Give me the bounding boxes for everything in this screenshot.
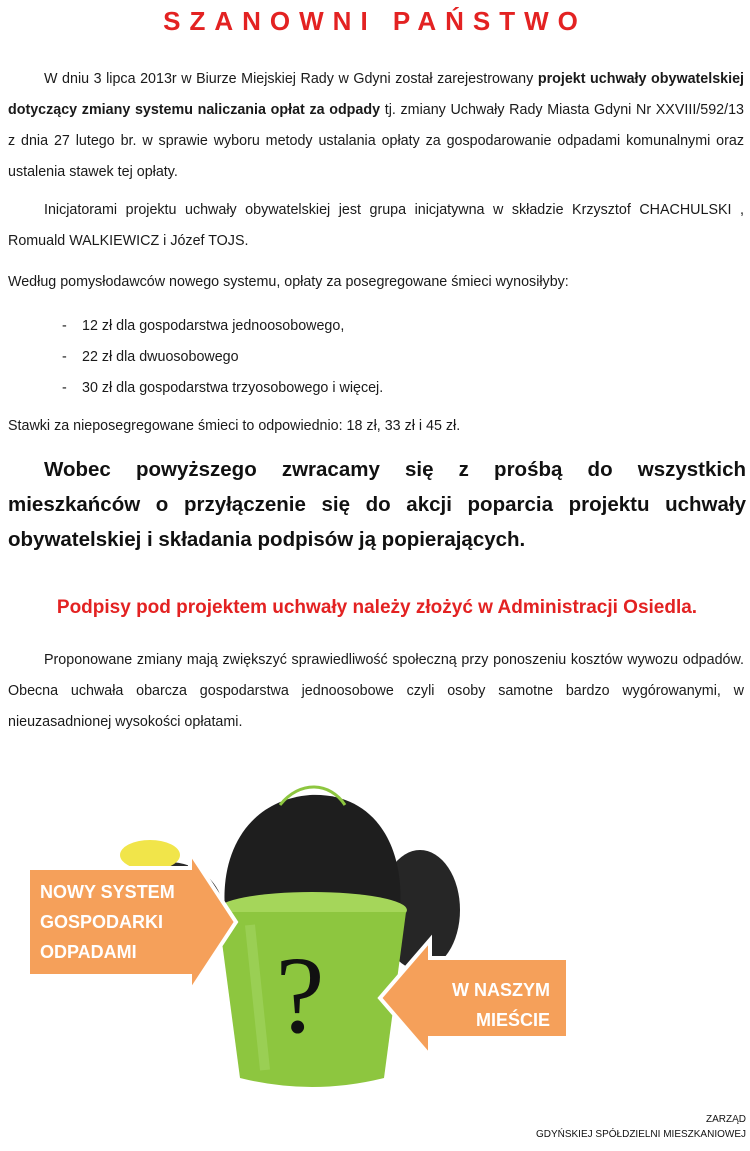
question-mark: ? [275, 934, 325, 1056]
footer-line-2: GDYŃSKIEJ SPÓŁDZIELNI MIESZKANIOWEJ [535, 1129, 746, 1140]
intro-paragraph [8, 64, 744, 188]
appeal-paragraph: Wobec powyższego zwracamy się z prośbą do wszystkich mieszkańców o przyłączenie się do akcji poparcia projektu uchwały obywatelskiej i składania podpisów ją popierających. [8, 458, 746, 551]
left-arrow-line-3: ODPADAMI [40, 942, 137, 962]
footer-signature [536, 1112, 746, 1142]
closing-paragraph: Proponowane zmiany mają zwiększyć sprawiedliwość społeczną przy ponoszeniu kosztów wywozu odpadów. Obecna uchwała obarcza gospodarstwa jednoosobowe czyli osoby samotne bardzo wygórowanymi, w nieuzasadnionej wysokości opłatami. [8, 652, 744, 730]
left-arrow-line-1: NOWY SYSTEM [40, 882, 175, 902]
initiators-paragraph: Inicjatorami projektu uchwały obywatelskiej jest grupa inicjatywna w składzie Krzysztof CHACHULSKI , Romuald WALKIEWICZ i Józef TOJS. [8, 202, 744, 249]
waste-bin-illustration [0, 760, 750, 1090]
rates-intro: Według pomysłodawców nowego systemu, opłaty za posegregowane śmieci wynosiłyby: [8, 274, 569, 290]
rates-list [62, 311, 383, 404]
page-title: SZANOWNI PAŃSTWO [163, 6, 587, 36]
list-item: - 22 zł dla dwuosobowego [62, 349, 239, 365]
list-item: - 12 zł dla gospodarstwa jednoosobowego, [62, 318, 345, 334]
unsorted-rates: Stawki za nieposegregowane śmieci to odpowiednio: 18 zł, 33 zł i 45 zł. [8, 418, 461, 434]
list-item: - 30 zł dla gospodarstwa trzyosobowego i więcej. [62, 380, 384, 396]
right-arrow-line-2: MIEŚCIE [475, 1010, 550, 1030]
signatures-note: Podpisy pod projektem uchwały należy złożyć w Administracji Osiedla. [56, 597, 698, 618]
yellow-glove-icon [120, 840, 180, 870]
intro-text-c: tj. zmiany Uchwały Rady Miasta Gdyni Nr XXVIII/592/13 z dnia 27 lutego br. w sprawie wyboru metody ustalania opłaty za gospodarowanie odpadami komunalnymi oraz ustalenia stawek tej opłaty. [8, 102, 744, 180]
left-arrow-line-2: GOSPODARKI [40, 912, 164, 932]
intro-text-bold: projekt uchwały obywatelskiej dotyczący zmiany systemu naliczania opłat za odpady [8, 71, 744, 118]
footer-line-1: ZARZĄD [706, 1114, 746, 1125]
intro-text-a: W dniu 3 lipca 2013r w Biurze Miejskiej Rady w Gdyni został zarejestrowany [44, 71, 538, 87]
right-arrow-line-1: W NASZYM [452, 980, 550, 1000]
